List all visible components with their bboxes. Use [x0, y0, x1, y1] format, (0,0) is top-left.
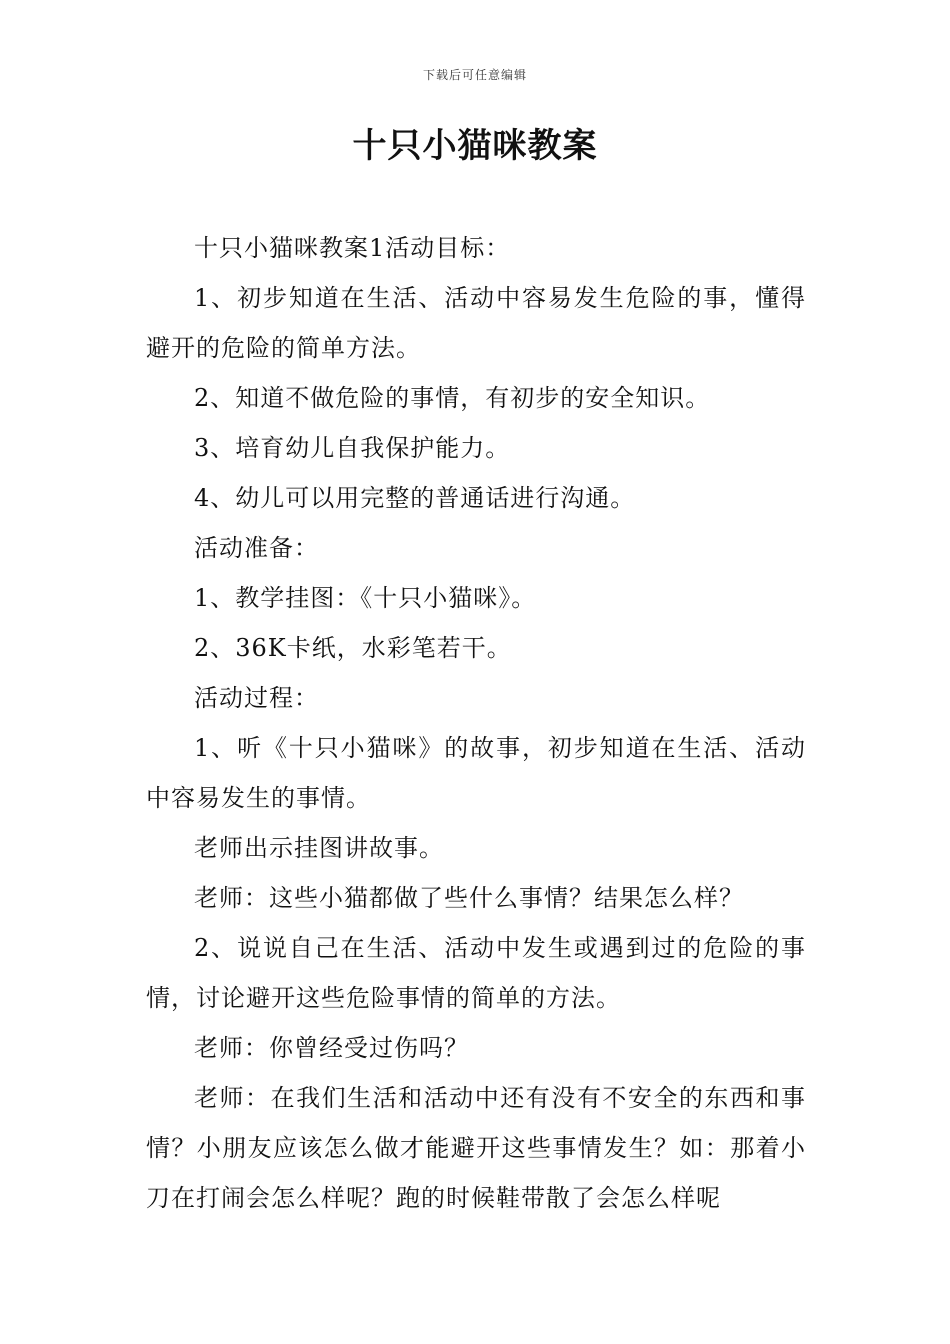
- header-note: 下载后可任意编辑: [422, 68, 527, 82]
- paragraph: 2、说说自己在生活、活动中发生或遇到过的危险的事情，讨论避开这些危险事情的简单的方法。: [146, 934, 806, 1012]
- paragraph: 十只小猫咪教案1活动目标：: [194, 234, 511, 262]
- paragraph: 1、教学挂图：《十只小猫咪》。: [194, 584, 537, 612]
- document-body: [146, 223, 806, 1223]
- paragraph: 活动过程：: [194, 684, 319, 712]
- paragraph: 3、培育幼儿自我保护能力。: [194, 434, 511, 462]
- document-title: 十只小猫咪教案: [352, 126, 598, 166]
- paragraph: 老师出示挂图讲故事。: [194, 834, 444, 862]
- paragraph: 2、知道不做危险的事情，有初步的安全知识。: [194, 384, 711, 412]
- paragraph: 老师：你曾经受过伤吗？: [194, 1034, 469, 1062]
- paragraph: 活动准备：: [194, 534, 319, 562]
- paragraph: 2、36K卡纸，水彩笔若干。: [194, 634, 512, 662]
- paragraph: 老师：在我们生活和活动中还有没有不安全的东西和事情？小朋友应该怎么做才能避开这些事情发生？如：那着小刀在打闹会怎么样呢？跑的时候鞋带散了会怎么样呢: [146, 1084, 806, 1212]
- paragraph: 老师：这些小猫都做了些什么事情？结果怎么样？: [194, 884, 744, 912]
- paragraph: 1、初步知道在生活、活动中容易发生危险的事，懂得避开的危险的简单方法。: [146, 284, 806, 362]
- paragraph: 1、听《十只小猫咪》的故事，初步知道在生活、活动中容易发生的事情。: [146, 734, 806, 812]
- paragraph: 4、幼儿可以用完整的普通话进行沟通。: [194, 484, 636, 512]
